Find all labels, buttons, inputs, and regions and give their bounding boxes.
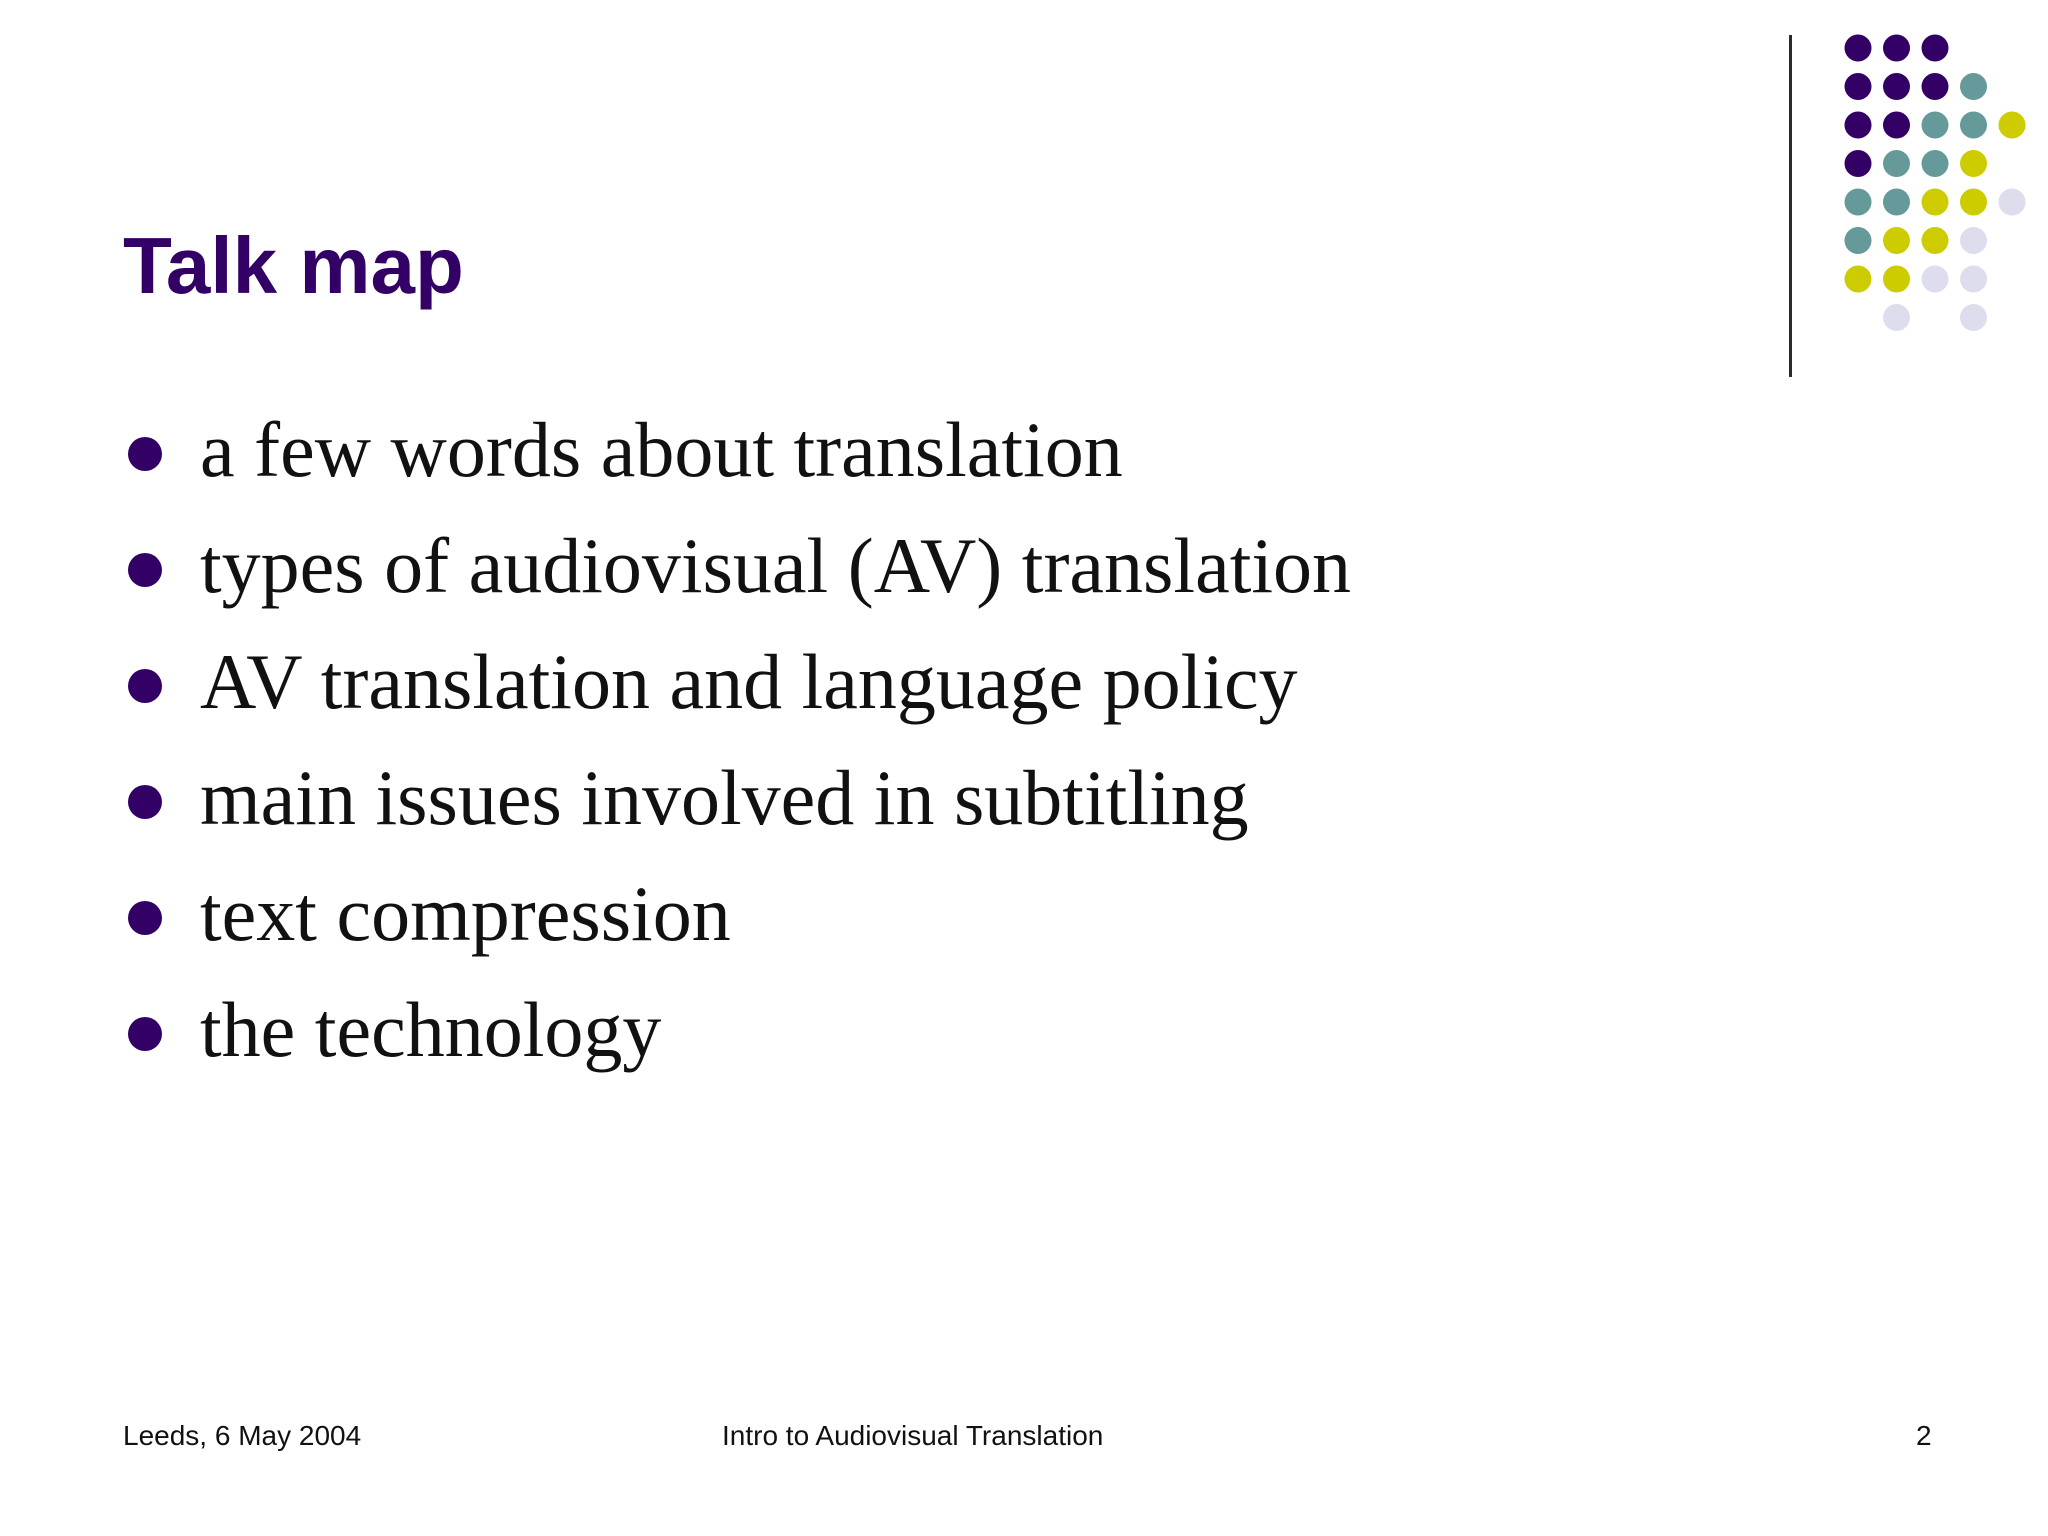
decorative-dot [1960,189,1987,216]
bullet-text: types of audiovisual (AV) translation [200,522,1352,609]
decorative-dot [1883,304,1910,331]
decorative-dot [1883,35,1910,62]
decorative-dot [1999,189,2026,216]
bullet-item [0,508,1500,624]
decorative-dot [1960,227,1987,254]
bullet-dot-icon [128,669,162,703]
decorative-dot [1845,150,1872,177]
decorative-dot [1883,189,1910,216]
decorative-dot [1922,35,1949,62]
bullet-text: text compression [200,870,731,957]
decorative-dot [1922,112,1949,139]
bullet-dot-icon [128,901,162,935]
decorative-dot [1960,266,1987,293]
decorative-dot [1845,112,1872,139]
decorative-dot [1999,112,2026,139]
decorative-dot [1960,112,1987,139]
bullet-item [0,624,1500,740]
bullet-text: the technology [200,986,662,1073]
bullet-text: a few words about translation [200,406,1123,493]
footer-title: Intro to Audiovisual Translation [722,1420,1104,1451]
decorative-dot [1845,189,1872,216]
bullet-item [0,740,1500,856]
slide-title: Talk map [123,221,464,310]
decorative-dot [1845,266,1872,293]
decorative-dot [1883,227,1910,254]
bullet-item [0,972,1500,1088]
decorative-dot-grid [0,0,2048,400]
bullet-dot-icon [128,785,162,819]
bullet-text: main issues involved in subtitling [200,754,1249,841]
decorative-dot [1922,227,1949,254]
bullet-item [0,392,1500,508]
decorative-dot [1883,150,1910,177]
decorative-dot [1960,73,1987,100]
decorative-dot [1922,150,1949,177]
bullet-dot-icon [128,437,162,471]
page-number: 2 [1916,1420,1932,1451]
decorative-dot [1845,227,1872,254]
decorative-dot [1960,304,1987,331]
decorative-dot [1922,266,1949,293]
bullet-dot-icon [128,553,162,587]
bullet-item [0,856,1500,972]
decorative-dot [1883,112,1910,139]
decorative-dot [1922,73,1949,100]
decorative-dot [1883,266,1910,293]
decorative-dot [1960,150,1987,177]
decorative-dot [1845,73,1872,100]
footer-date: Leeds, 6 May 2004 [123,1420,362,1451]
decorative-dot [1922,189,1949,216]
bullet-dot-icon [128,1017,162,1051]
bullet-text: AV translation and language policy [200,638,1298,725]
decorative-dot [1883,73,1910,100]
decorative-dot [1845,35,1872,62]
